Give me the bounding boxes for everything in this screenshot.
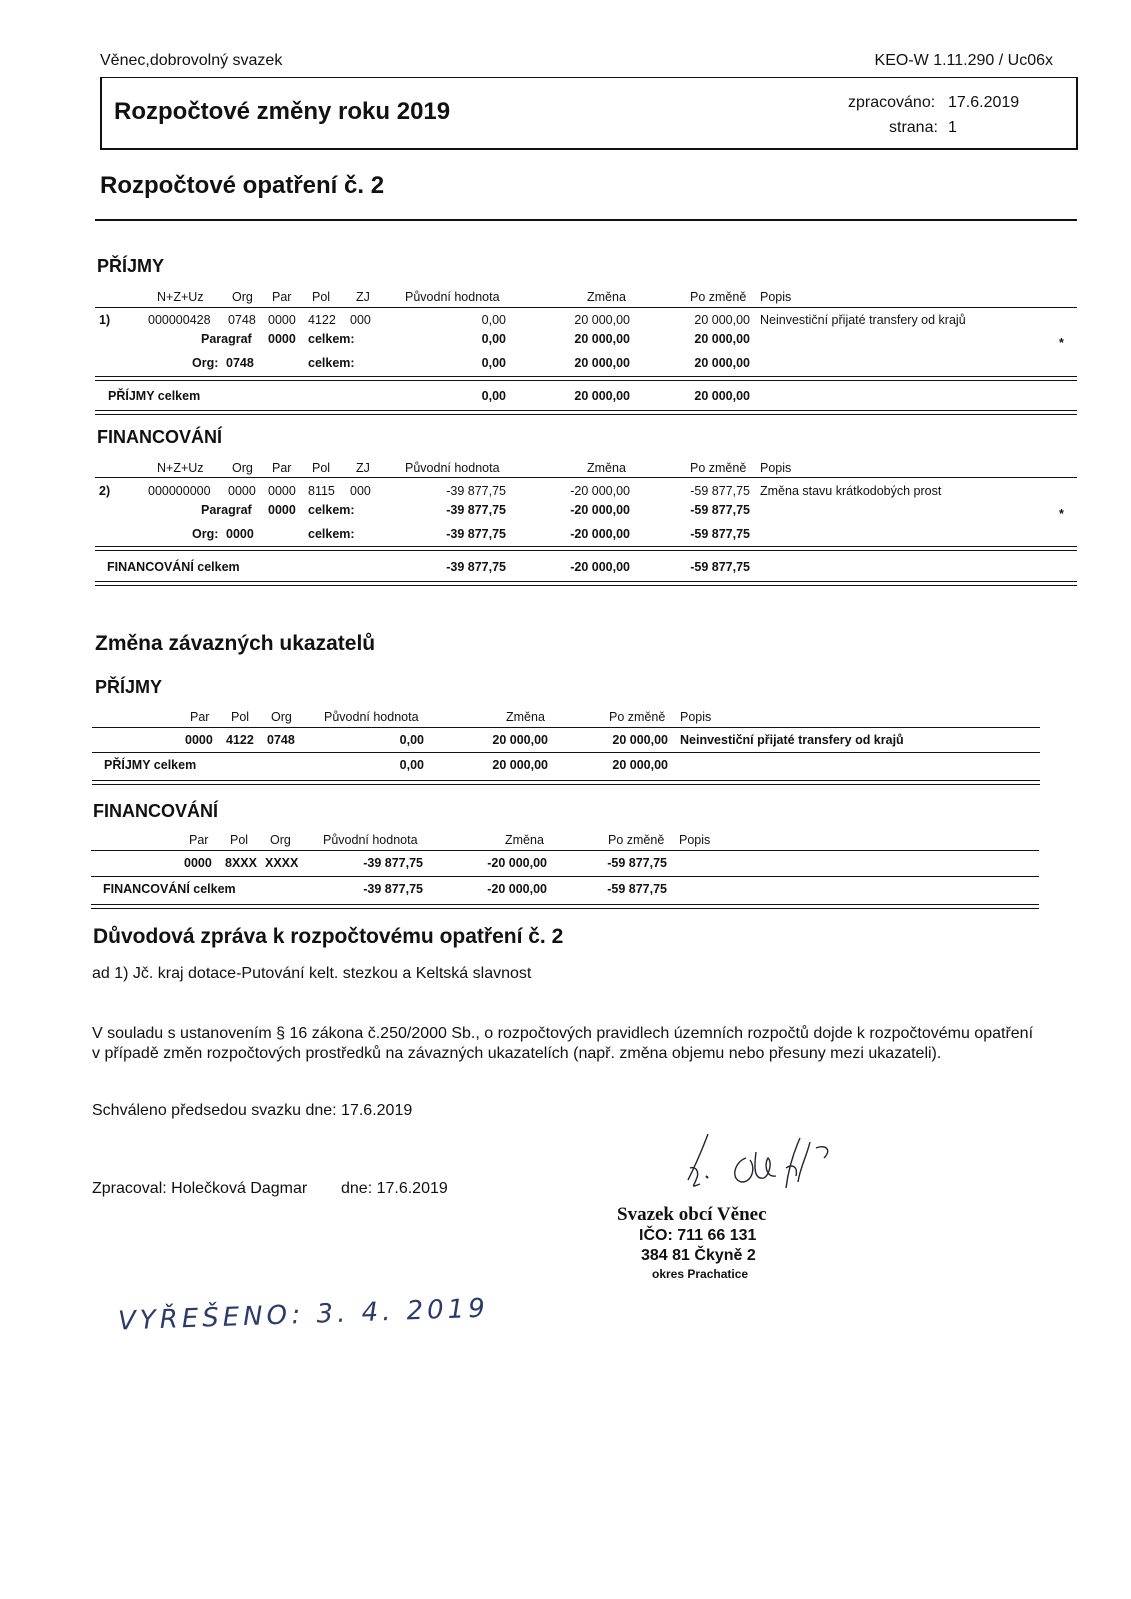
col-par: Par	[189, 833, 209, 847]
total-change: -20 000,00	[570, 560, 630, 574]
income-total-row	[0, 389, 1131, 405]
sum-original: -39 877,75	[446, 503, 506, 517]
page-number: 1	[948, 119, 957, 136]
total-after: 20 000,00	[612, 758, 668, 772]
cell-after: -59 877,75	[607, 856, 667, 870]
sum-code: 0000	[268, 503, 296, 517]
cell-par: 0000	[268, 313, 296, 327]
col-description: Popis	[680, 710, 712, 724]
divider	[91, 908, 1039, 909]
table-row	[0, 484, 1131, 500]
total-label: FINANCOVÁNÍ celkem	[103, 882, 236, 896]
income-column-headers	[0, 290, 1131, 306]
divider	[95, 550, 1077, 551]
paragraph-sum-row	[0, 332, 1131, 348]
income-heading: PŘÍJMY	[97, 256, 165, 276]
cell-change: -20 000,00	[570, 484, 630, 498]
sum-after: 20 000,00	[694, 332, 750, 346]
sum-label: Paragraf	[201, 503, 252, 517]
sum-code: 0000	[226, 527, 254, 541]
prepared-by: Zpracoval: Holečková Dagmar	[92, 1180, 308, 1197]
binding-income-heading: PŘÍJMY	[95, 677, 163, 697]
col-org: Org	[271, 710, 292, 724]
total-label: FINANCOVÁNÍ celkem	[107, 560, 240, 574]
table-row	[0, 733, 1131, 749]
processed-label: zpracováno:	[848, 94, 936, 111]
divider	[92, 752, 1040, 753]
col-pol: Pol	[230, 833, 249, 847]
total-label: PŘÍJMY celkem	[108, 389, 201, 403]
sum-total-label: celkem:	[308, 332, 355, 346]
total-original: 0,00	[399, 758, 424, 772]
cell-org: 0748	[267, 733, 295, 747]
col-original-value: Původní hodnota	[323, 833, 418, 847]
col-change: Změna	[587, 290, 626, 304]
sum-change: 20 000,00	[574, 356, 630, 370]
total-after: -59 877,75	[690, 560, 750, 574]
report-item-1: ad 1) Jč. kraj dotace-Putování kelt. stezkou a Keltská slavnost	[92, 965, 532, 982]
row-index: 2)	[99, 484, 111, 498]
stamp-organization: Svazek obcí Věnec	[617, 1204, 767, 1225]
col-change: Změna	[505, 833, 544, 847]
stamp-address: 384 81 Čkyně 2	[641, 1247, 756, 1264]
cell-zj: 000	[350, 313, 371, 327]
total-label: PŘÍJMY celkem	[104, 758, 197, 772]
asterisk-mark: *	[1059, 507, 1064, 521]
sum-original: 0,00	[481, 356, 506, 370]
cell-description: Změna stavu krátkodobých prost	[760, 484, 942, 498]
cell-nzuz: 000000000	[148, 484, 211, 498]
table-row	[0, 313, 1131, 329]
col-zj: ZJ	[356, 461, 370, 475]
sum-change: -20 000,00	[570, 527, 630, 541]
processed-date: 17.6.2019	[948, 94, 1020, 111]
handwritten-signature	[660, 1128, 860, 1208]
legal-paragraph: V souladu s ustanovením § 16 zákona č.250/2000 Sb., o rozpočtových pravidlech územních rozpočtů dojde k rozpočtovému opatření v případě změn rozpočtových prostředků na závazných ukazatelích (např. změna objemu nebo přesuny mezi ukazateli).	[92, 1025, 1034, 1062]
divider	[95, 376, 1077, 377]
col-description: Popis	[760, 461, 792, 475]
col-original-value: Původní hodnota	[405, 461, 500, 475]
handwritten-resolved-note: VYŘEŠENO: 3. 4. 2019	[117, 1293, 490, 1337]
total-change: 20 000,00	[574, 389, 630, 403]
cell-org: XXXX	[265, 856, 299, 870]
cell-org: 0000	[228, 484, 256, 498]
approval-line: Schváleno předsedou svazku dne: 17.6.2019	[92, 1102, 413, 1119]
total-after: 20 000,00	[694, 389, 750, 403]
divider	[95, 219, 1077, 221]
sum-code: 0748	[226, 356, 254, 370]
cell-change: -20 000,00	[487, 856, 547, 870]
cell-original: -39 877,75	[446, 484, 506, 498]
financing-total-row	[0, 560, 1131, 576]
sum-change: -20 000,00	[570, 503, 630, 517]
cell-original: 0,00	[481, 313, 506, 327]
divider	[91, 904, 1039, 905]
cell-pol: 8115	[308, 484, 335, 498]
divider	[95, 585, 1077, 586]
cell-change: 20 000,00	[492, 733, 548, 747]
sum-original: 0,00	[481, 332, 506, 346]
binding-indicators-title: Změna závazných ukazatelů	[95, 632, 376, 655]
col-nzuz: N+Z+Uz	[157, 461, 204, 475]
stamp-district: okres Prachatice	[652, 1267, 749, 1281]
divider	[92, 727, 1040, 728]
col-org: Org	[232, 290, 253, 304]
col-pol: Pol	[312, 461, 331, 475]
col-par: Par	[272, 461, 292, 475]
organization-name: Věnec,dobrovolný svazek	[100, 52, 283, 69]
cell-after: -59 877,75	[690, 484, 750, 498]
col-original-value: Původní hodnota	[405, 290, 500, 304]
cell-description: Neinvestiční přijaté transfery od krajů	[680, 733, 904, 747]
sum-label: Org:	[192, 356, 219, 370]
col-org: Org	[232, 461, 253, 475]
col-after-change: Po změně	[690, 461, 747, 475]
sum-change: 20 000,00	[574, 332, 630, 346]
sum-total-label: celkem:	[308, 527, 355, 541]
col-description: Popis	[679, 833, 711, 847]
col-org: Org	[270, 833, 291, 847]
total-original: -39 877,75	[446, 560, 506, 574]
total-after: -59 877,75	[607, 882, 667, 896]
binding-financing-heading: FINANCOVÁNÍ	[93, 801, 218, 821]
divider	[95, 380, 1077, 381]
cell-after: 20 000,00	[612, 733, 668, 747]
financing-column-headers	[0, 461, 1131, 477]
col-change: Změna	[506, 710, 545, 724]
org-sum-row	[0, 527, 1131, 543]
page-label: strana:	[889, 119, 938, 136]
sum-total-label: celkem:	[308, 503, 355, 517]
divider	[92, 784, 1040, 785]
divider	[95, 410, 1077, 411]
cell-par: 0000	[185, 733, 213, 747]
document-code: KEO-W 1.11.290 / Uc06x	[874, 52, 1053, 69]
table-row	[0, 856, 1131, 872]
cell-par: 0000	[184, 856, 212, 870]
sum-after: 20 000,00	[694, 356, 750, 370]
total-change: 20 000,00	[492, 758, 548, 772]
asterisk-mark: *	[1059, 336, 1064, 350]
cell-pol: 8XXX	[225, 856, 257, 870]
divider	[95, 581, 1077, 582]
col-change: Změna	[587, 461, 626, 475]
sum-label: Org:	[192, 527, 219, 541]
row-index: 1)	[99, 313, 111, 327]
col-after-change: Po změně	[609, 710, 666, 724]
binding-income-total-row	[0, 758, 1131, 774]
cell-description: Neinvestiční přijaté transfery od krajů	[760, 313, 966, 327]
total-change: -20 000,00	[487, 882, 547, 896]
sum-label: Paragraf	[201, 332, 252, 346]
col-par: Par	[272, 290, 292, 304]
divider	[91, 876, 1039, 877]
cell-original: -39 877,75	[363, 856, 423, 870]
page-title: Rozpočtové změny roku 2019	[114, 98, 451, 125]
col-after-change: Po změně	[690, 290, 747, 304]
col-original-value: Původní hodnota	[324, 710, 419, 724]
cell-original: 0,00	[399, 733, 424, 747]
cell-change: 20 000,00	[574, 313, 630, 327]
divider	[95, 414, 1077, 415]
sum-after: -59 877,75	[690, 503, 750, 517]
financing-heading: FINANCOVÁNÍ	[97, 427, 222, 447]
divider	[95, 477, 1077, 478]
divider	[95, 307, 1077, 308]
prepared-date: dne: 17.6.2019	[341, 1180, 448, 1197]
cell-zj: 000	[350, 484, 371, 498]
stamp-ico: IČO: 711 66 131	[639, 1227, 757, 1244]
sum-original: -39 877,75	[446, 527, 506, 541]
cell-pol: 4122	[308, 313, 336, 327]
measure-title: Rozpočtové opatření č. 2	[100, 172, 385, 199]
col-pol: Pol	[312, 290, 331, 304]
cell-after: 20 000,00	[694, 313, 750, 327]
col-nzuz: N+Z+Uz	[157, 290, 204, 304]
total-original: 0,00	[481, 389, 506, 403]
divider	[92, 780, 1040, 781]
divider	[95, 546, 1077, 547]
col-pol: Pol	[231, 710, 250, 724]
col-description: Popis	[760, 290, 792, 304]
col-after-change: Po změně	[608, 833, 665, 847]
total-original: -39 877,75	[363, 882, 423, 896]
binding-income-column-headers	[0, 710, 1131, 726]
sum-after: -59 877,75	[690, 527, 750, 541]
cell-org: 0748	[228, 313, 256, 327]
org-sum-row	[0, 356, 1131, 372]
binding-financing-column-headers	[0, 833, 1131, 849]
col-par: Par	[190, 710, 210, 724]
sum-total-label: celkem:	[308, 356, 355, 370]
divider	[91, 850, 1039, 851]
col-zj: ZJ	[356, 290, 370, 304]
binding-financing-total-row	[0, 882, 1131, 898]
cell-par: 0000	[268, 484, 296, 498]
sum-code: 0000	[268, 332, 296, 346]
report-title: Důvodová zpráva k rozpočtovému opatření č. 2	[93, 925, 564, 948]
cell-nzuz: 000000428	[148, 313, 211, 327]
paragraph-sum-row	[0, 503, 1131, 519]
cell-pol: 4122	[226, 733, 254, 747]
